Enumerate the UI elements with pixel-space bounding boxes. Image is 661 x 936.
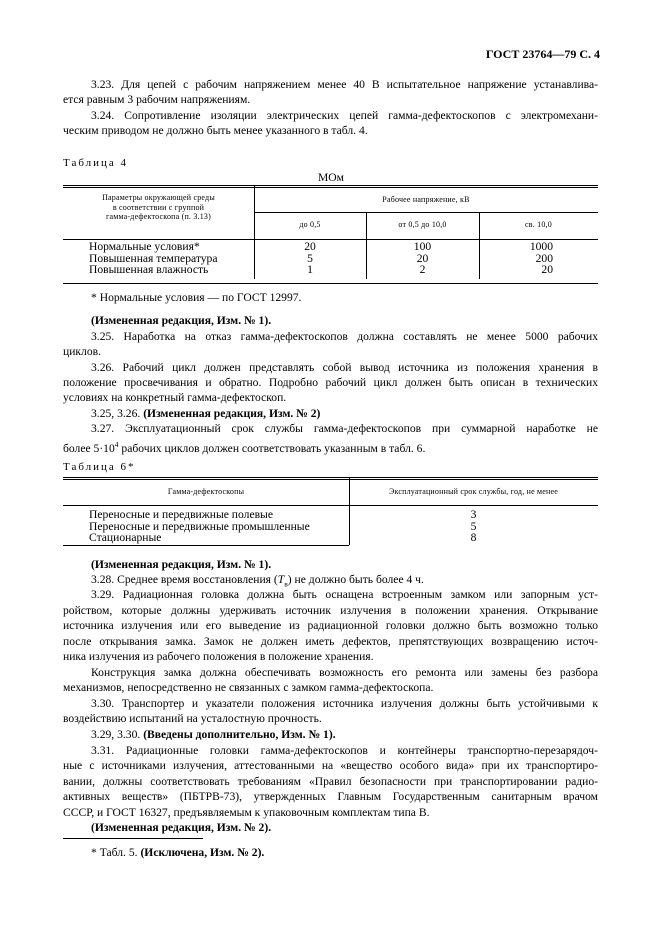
para-3-29-line-4: после открывания замка. Замок не должен иметь дефектов, препятствующих возвращению источ- (63, 635, 598, 648)
table-4-unit: МОм (318, 171, 345, 184)
para-3-26-line-3: условиях на конкретный гамма-дефектоскоп. (63, 391, 287, 404)
para-3-29-line-3: источника излучения или его выведение из радиационной головки должно быть возможно только (63, 619, 598, 632)
table-6-top-rule-2 (63, 479, 598, 480)
page-header: ГОСТ 23764—79 С. 4 (485, 47, 600, 61)
para-3-26-line-2: положение просвечивания и обратно. Подробно рабочий цикл должен быть описан в технических (63, 376, 598, 389)
table-4-param-header: Параметры окружающей среды в соответствии с группой гамма-дефектоскопа (п. 3.13) (102, 193, 215, 221)
revision-note-3-29-3-30: 3.29, 3.30. (Введены дополнительно, Изм. № 1). (91, 728, 336, 741)
table-6-col-1: Гамма-дефектоскопы (167, 487, 245, 496)
para-3-30-line-2: воздействию испытаний на усталостную прочность. (63, 712, 322, 725)
table-4-col-3-values: 1000 200 20 (529, 240, 553, 276)
para-3-26-line-1: 3.26. Рабочий цикл должен представлять собой вывод источника из положения хранения в (91, 361, 598, 374)
table-4-col-1-values: 20 5 1 (304, 240, 316, 276)
para-3-30-line-1: 3.30. Транспортер и указатели положения источника излучения должны быть устойчивыми к (91, 697, 598, 710)
table-6-col-2: Эксплуатационный срок службы, год, не менее (388, 487, 559, 496)
footnote-rule (63, 838, 203, 839)
para-3-23-line-2: ется равным 3 рабочим напряжениям. (63, 93, 251, 106)
para-3-27-line-2: более $5\cdot 10^4$ рабочих циклов должен соответствовать указанным в табл. 6. (63, 440, 426, 455)
para-3-31-line-1: 3.31. Радиационные головки гамма-дефектоскопов и контейнеры транспортно-перезарядоч- (91, 744, 598, 757)
table-4-footnote: * Нормальные условия — по ГОСТ 12997. (91, 291, 302, 304)
table-4-col-2: от 0,5 до 10,0 (398, 220, 447, 229)
revision-note-3-25-3-26: 3.25, 3.26. (Измененная редакция, Изм. № 2) (91, 407, 321, 420)
para-lock-line-1: Конструкция замка должна обеспечивать возможность его ремонта или замены без разбора (91, 666, 598, 679)
table-row: Стационарные (89, 531, 162, 544)
para-3-29-line-2: ройством, которые должны удерживать источник излучения в положении хранения. Открывание (63, 604, 598, 617)
para-3-27-line-1: 3.27. Эксплуатационный срок службы гамма-дефектоскопов при суммарной наработке не (91, 422, 598, 435)
para-3-31-line-5: СССР, и ГОСТ 16327, предъявляемым к упаковочным комплектам типа В. (63, 806, 430, 819)
para-3-31-line-4: активных веществ» (ПБТРВ-73), утвержденных Главным Государственным санитарным врачом (63, 790, 598, 803)
table-6-values: 3 5 8 (470, 508, 477, 544)
table-4-subheader-rule (254, 212, 598, 213)
table-6-header-rule (63, 505, 598, 506)
table-row: Переносные и передвижные промышленные (89, 519, 310, 533)
revision-note-2: (Измененная редакция, Изм. № 2). (91, 821, 272, 834)
para-3-24-line-2: ческим приводом не должно быть менее указанного в табл. 4. (63, 124, 368, 137)
table-6-caption: Таблица 6* (63, 461, 136, 473)
para-lock-line-2: механизмов, непосредственно не связанных с замком гамма-дефектоскопа. (63, 681, 434, 694)
table-4-top-rule (63, 185, 598, 186)
table-4-col-3: св. 10,0 (525, 220, 552, 229)
para-3-24-line-1: 3.24. Сопротивление изоляции электрических цепей гамма-дефектоскопов с электромехани- (91, 109, 598, 122)
table-4-top-rule-2 (63, 187, 598, 188)
table-row: Повышенная влажность (89, 263, 209, 276)
table-row: Переносные и передвижные полевые (89, 508, 273, 521)
para-3-31-line-2: ные с источниками излучения, аттестованными на «вещество особого вида» при их транспортиро- (63, 759, 598, 772)
para-3-25-line-1: 3.25. Наработка на отказ гамма-дефектоскопов должна составлять не менее 5000 рабочих (91, 330, 598, 343)
para-3-29-line-5: ника излучения из рабочего положения в положение хранения. (63, 650, 374, 663)
table-4-bottom-rule (63, 283, 598, 284)
table-4-col-2-values: 100 20 2 (413, 240, 432, 276)
table-6-bottom-rule (63, 545, 349, 546)
table-row: Нормальные условия* (89, 240, 200, 253)
revision-note-1: (Измененная редакция, Изм. № 1). (91, 314, 272, 327)
para-3-31-line-3: вании, должны соответствовать требованиям «Правил безопасности при транспортировании радио- (63, 775, 598, 788)
table-4-caption: Таблица 4 (63, 157, 129, 169)
page-footnote: * Табл. 5. (Исключена, Изм. № 2). (91, 846, 265, 859)
para-3-25-line-2: циклов. (63, 345, 101, 358)
table-4-col-1: до 0,5 (299, 220, 321, 229)
para-3-29-line-1: 3.29. Радиационная головка должна быть оснащена встроенным замком или запорным уст- (91, 588, 598, 601)
revision-note-1b: (Измененная редакция, Изм. № 1). (91, 558, 272, 571)
table-4-voltage-header: Рабочее напряжение, кВ (382, 195, 470, 204)
para-3-23-line-1: 3.23. Для цепей с рабочим напряжением менее 40 В испытательное напряжение устанавлива- (91, 78, 598, 91)
table-6-row-labels (89, 509, 349, 544)
para-3-28: 3.28. Среднее время восстановления $(T_в)$ не должно быть более 4 ч. (91, 573, 424, 589)
table-row: Повышенная температура (89, 251, 218, 265)
table-6-top-rule (63, 477, 598, 478)
